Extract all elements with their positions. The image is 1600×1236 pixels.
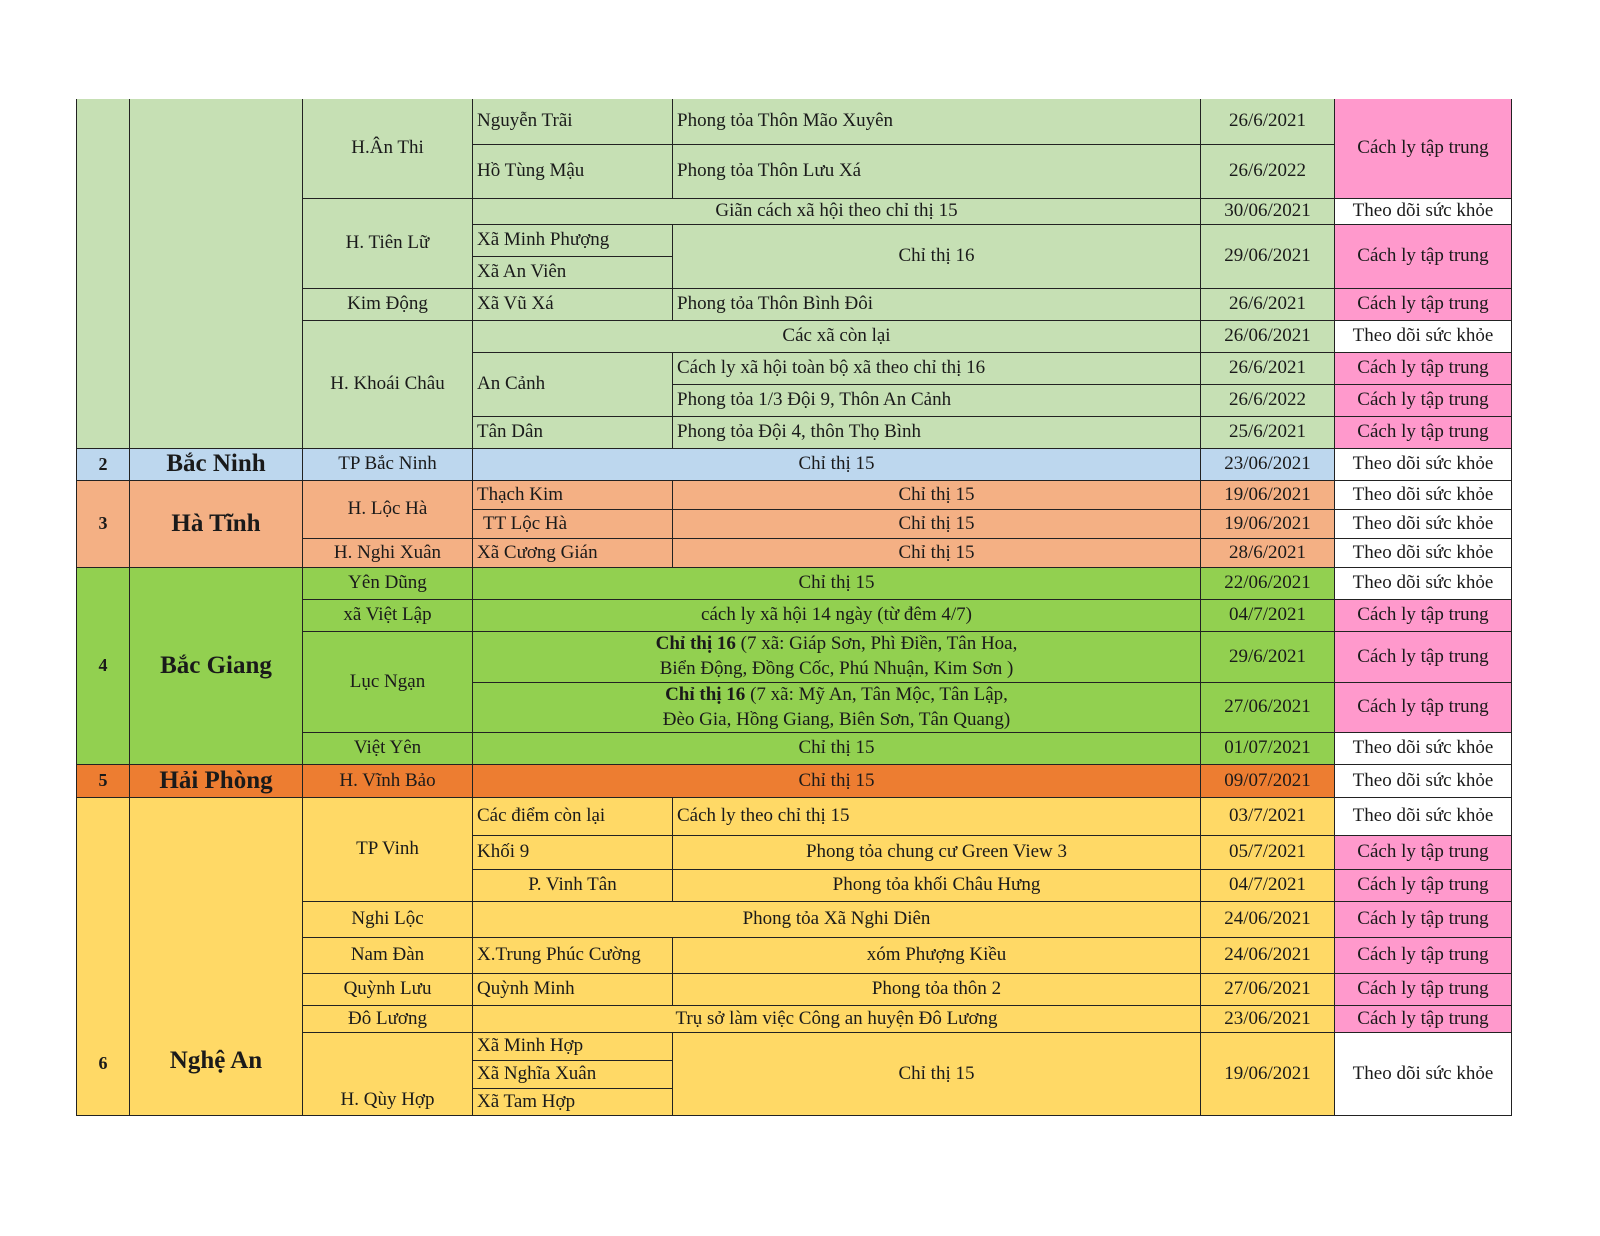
status-cell: Cách ly tập trung	[1335, 683, 1512, 733]
date-cell: 26/6/2021	[1201, 99, 1335, 145]
commune-cell: Khối 9	[473, 836, 673, 870]
status-cell: Theo dõi sức khỏe	[1335, 765, 1512, 798]
measure-cell: Trụ sở làm việc Công an huyện Đô Lương	[473, 1006, 1201, 1033]
measure-cell: Giãn cách xã hội theo chỉ thị 15	[473, 199, 1201, 225]
measure-line-2: Đèo Gia, Hồng Giang, Biên Sơn, Tân Quang)	[662, 708, 1011, 730]
district-cell: Yên Dũng	[303, 568, 473, 600]
district-cell: xã Việt Lập	[303, 600, 473, 632]
measure-cell: Cách ly xã hội toàn bộ xã theo chỉ thị 16	[673, 353, 1201, 385]
commune-cell: Tân Dân	[473, 417, 673, 449]
province-cell: Bắc Giang	[130, 568, 303, 765]
row-number-cell: 4	[77, 568, 130, 765]
date-cell: 26/06/2021	[1201, 321, 1335, 353]
measure-line-1	[656, 632, 1018, 657]
status-cell: Cách ly tập trung	[1335, 353, 1512, 385]
status-cell: Cách ly tập trung	[1335, 974, 1512, 1006]
date-cell: 26/6/2021	[1201, 289, 1335, 321]
measure-cell: Phong tỏa Thôn Lưu Xá	[673, 145, 1201, 199]
commune-cell: An Cảnh	[473, 353, 673, 417]
status-cell: Theo dõi sức khỏe	[1335, 449, 1512, 481]
commune-cell: Quỳnh Minh	[473, 974, 673, 1006]
date-cell: 19/06/2021	[1201, 510, 1335, 539]
date-cell: 26/6/2022	[1201, 145, 1335, 199]
province-cell: Hải Phòng	[130, 765, 303, 798]
status-cell: Theo dõi sức khỏe	[1335, 510, 1512, 539]
commune-cell: Thạch Kim	[473, 481, 673, 510]
measure-cell: cách ly xã hội 14 ngày (từ đêm 4/7)	[473, 600, 1201, 632]
status-cell: Cách ly tập trung	[1335, 1006, 1512, 1033]
district-cell: TP Vinh	[303, 798, 473, 902]
measure-cell: xóm Phượng Kiều	[673, 938, 1201, 974]
directive-label: Chỉ thị 16	[665, 683, 746, 705]
directive-label: Chỉ thị 16	[655, 633, 736, 655]
measure-cell: Chỉ thị 15	[473, 733, 1201, 765]
commune-list: (7 xã: Giáp Sơn, Phì Điền, Tân Hoa,	[735, 633, 1018, 655]
commune-cell: TT Lộc Hà	[473, 510, 673, 539]
status-cell: Theo dõi sức khỏe	[1335, 539, 1512, 568]
province-cell: Hà Tĩnh	[130, 481, 303, 568]
district-cell: Đô Lương	[303, 1006, 473, 1033]
commune-cell: Hồ Tùng Mậu	[473, 145, 673, 199]
measure-cell: Cách ly theo chỉ thị 15	[673, 798, 1201, 836]
commune-cell: Xã Minh Phượng	[473, 225, 673, 257]
status-cell: Cách ly tập trung	[1335, 289, 1512, 321]
date-cell: 27/06/2021	[1201, 974, 1335, 1006]
measure-cell: Phong tỏa Đội 4, thôn Thọ Bình	[673, 417, 1201, 449]
date-cell: 25/6/2021	[1201, 417, 1335, 449]
row-number-cell: 5	[77, 765, 130, 798]
district-cell: TP Bắc Ninh	[303, 449, 473, 481]
district-cell: H. Nghi Xuân	[303, 539, 473, 568]
status-cell: Cách ly tập trung	[1335, 632, 1512, 683]
status-cell: Theo dõi sức khỏe	[1335, 733, 1512, 765]
commune-cell: Xã Minh Hợp	[473, 1033, 673, 1061]
measure-cell: Phong tỏa Thôn Bình Đôi	[673, 289, 1201, 321]
date-cell: 24/06/2021	[1201, 938, 1335, 974]
status-cell: Cách ly tập trung	[1335, 417, 1512, 449]
measure-cell: Chỉ thị 15	[673, 481, 1201, 510]
district-cell: H. Tiên Lữ	[303, 199, 473, 289]
commune-cell: Xã Nghĩa Xuân	[473, 1061, 673, 1089]
date-cell: 26/6/2021	[1201, 353, 1335, 385]
date-cell: 19/06/2021	[1201, 481, 1335, 510]
date-cell: 09/07/2021	[1201, 765, 1335, 798]
row-number-cell	[77, 99, 130, 449]
status-cell: Theo dõi sức khỏe	[1335, 199, 1512, 225]
status-cell: Cách ly tập trung	[1335, 385, 1512, 417]
date-cell: 26/6/2022	[1201, 385, 1335, 417]
measure-cell: Chỉ thị 16	[673, 225, 1201, 289]
district-cell: H. Lộc Hà	[303, 481, 473, 539]
commune-cell: Xã An Viên	[473, 257, 673, 289]
date-cell: 03/7/2021	[1201, 798, 1335, 836]
commune-list: (7 xã: Mỹ An, Tân Mộc, Tân Lập,	[745, 683, 1008, 705]
district-cell: Việt Yên	[303, 733, 473, 765]
measure-cell: Phong tỏa Thôn Mão Xuyên	[673, 99, 1201, 145]
date-cell: 23/06/2021	[1201, 449, 1335, 481]
date-cell: 29/06/2021	[1201, 225, 1335, 289]
status-cell: Cách ly tập trung	[1335, 938, 1512, 974]
district-cell: H. Vĩnh Bảo	[303, 765, 473, 798]
district-cell: H. Khoái Châu	[303, 321, 473, 449]
measure-cell: Các xã còn lại	[473, 321, 1201, 353]
commune-cell: X.Trung Phúc Cường	[473, 938, 673, 974]
status-cell: Theo dõi sức khỏe	[1335, 1033, 1512, 1116]
commune-cell: Xã Cương Gián	[473, 539, 673, 568]
commune-cell: P. Vinh Tân	[473, 870, 673, 902]
province-cell: Bắc Ninh	[130, 449, 303, 481]
commune-cell: Xã Tam Hợp	[473, 1089, 673, 1116]
measure-cell	[473, 683, 1201, 733]
measure-line-2: Biển Động, Đồng Cốc, Phú Nhuận, Kim Sơn )	[659, 658, 1014, 679]
status-cell: Cách ly tập trung	[1335, 902, 1512, 938]
date-cell: 27/06/2021	[1201, 683, 1335, 733]
measure-cell: Chỉ thị 15	[673, 1033, 1201, 1116]
date-cell: 01/07/2021	[1201, 733, 1335, 765]
date-cell: 24/06/2021	[1201, 902, 1335, 938]
commune-cell: Các điểm còn lại	[473, 798, 673, 836]
date-cell: 22/06/2021	[1201, 568, 1335, 600]
measure-line-1	[665, 683, 1008, 708]
date-cell: 23/06/2021	[1201, 1006, 1335, 1033]
measure-cell: Phong tỏa Xã Nghi Diên	[473, 902, 1201, 938]
province-cell: Nghệ An	[130, 798, 303, 1116]
date-cell: 30/06/2021	[1201, 199, 1335, 225]
status-cell: Cách ly tập trung	[1335, 870, 1512, 902]
measure-cell: Phong tỏa 1/3 Đội 9, Thôn An Cảnh	[673, 385, 1201, 417]
date-cell: 05/7/2021	[1201, 836, 1335, 870]
status-cell: Theo dõi sức khỏe	[1335, 798, 1512, 836]
district-cell: Quỳnh Lưu	[303, 974, 473, 1006]
commune-cell: Xã Vũ Xá	[473, 289, 673, 321]
status-cell: Cách ly tập trung	[1335, 600, 1512, 632]
date-cell: 29/6/2021	[1201, 632, 1335, 683]
measure-cell: Chỉ thị 15	[473, 568, 1201, 600]
status-cell: Cách ly tập trung	[1335, 225, 1512, 289]
measure-cell: Chỉ thị 15	[673, 539, 1201, 568]
district-cell: H.Ân Thi	[303, 99, 473, 199]
measure-cell: Phong tỏa khối Châu Hưng	[673, 870, 1201, 902]
measure-cell: Chỉ thị 15	[473, 449, 1201, 481]
date-cell: 04/7/2021	[1201, 600, 1335, 632]
district-cell: Nghi Lộc	[303, 902, 473, 938]
measure-cell: Phong tỏa thôn 2	[673, 974, 1201, 1006]
district-cell: Nam Đàn	[303, 938, 473, 974]
row-number-cell: 3	[77, 481, 130, 568]
measure-cell: Phong tỏa chung cư Green View 3	[673, 836, 1201, 870]
status-cell: Cách ly tập trung	[1335, 836, 1512, 870]
commune-cell: Nguyễn Trãi	[473, 99, 673, 145]
status-cell: Cách ly tập trung	[1335, 99, 1512, 199]
status-cell: Theo dõi sức khỏe	[1335, 568, 1512, 600]
district-cell: Kim Động	[303, 289, 473, 321]
district-cell: Lục Ngạn	[303, 632, 473, 733]
measure-cell: Chỉ thị 15	[673, 510, 1201, 539]
date-cell: 04/7/2021	[1201, 870, 1335, 902]
measure-cell	[473, 632, 1201, 683]
date-cell: 28/6/2021	[1201, 539, 1335, 568]
province-cell	[130, 99, 303, 449]
measure-cell: Chỉ thị 15	[473, 765, 1201, 798]
district-cell: H. Qùy Hợp	[303, 1033, 473, 1116]
row-number-cell: 6	[77, 798, 130, 1116]
status-cell: Theo dõi sức khỏe	[1335, 481, 1512, 510]
status-cell: Theo dõi sức khỏe	[1335, 321, 1512, 353]
date-cell: 19/06/2021	[1201, 1033, 1335, 1116]
row-number-cell: 2	[77, 449, 130, 481]
